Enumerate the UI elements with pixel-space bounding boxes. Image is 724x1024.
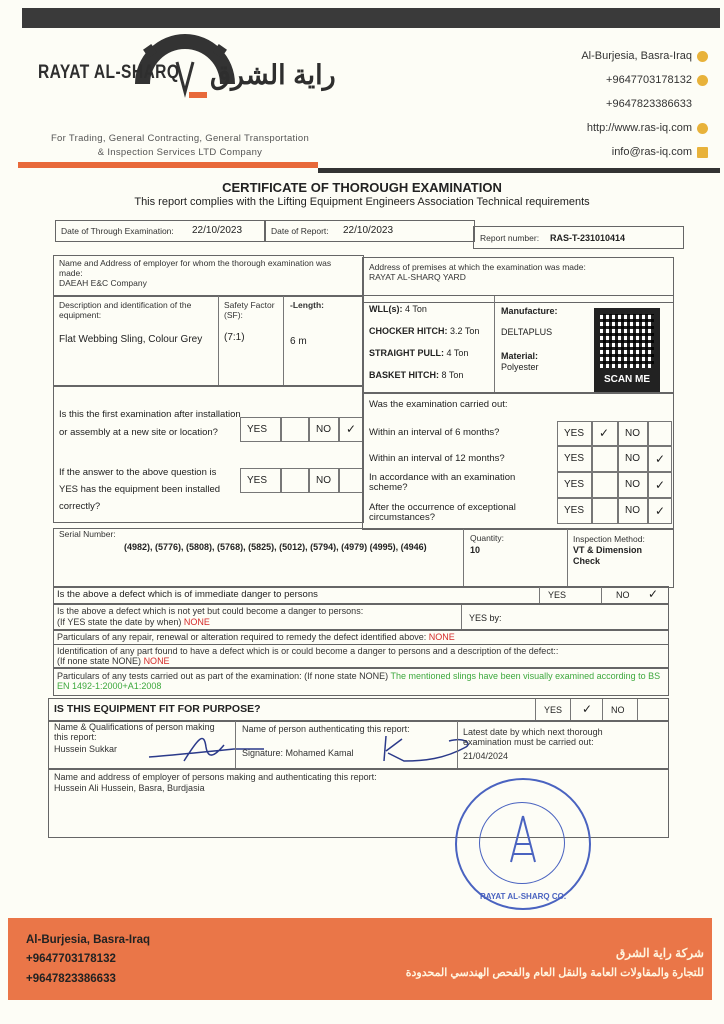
wll-value: 4 Ton <box>405 304 427 314</box>
method-label: Inspection Method: <box>573 534 645 544</box>
signature-kamal <box>374 731 474 769</box>
basket-label: BASKET HITCH: <box>369 370 439 380</box>
exam-date-box <box>55 220 266 242</box>
scheme-no-tick[interactable]: ✓ <box>648 472 672 498</box>
contact-phone1 <box>606 74 708 86</box>
interval-6-no-box[interactable] <box>648 421 672 446</box>
serial-cell <box>53 528 674 588</box>
report-date-label: Date of Report: <box>271 226 329 236</box>
sf-value: (7:1) <box>224 332 245 343</box>
interval-12-no[interactable]: NO <box>618 446 648 472</box>
future-danger-text: Is the above a defect which is not yet but could become a danger to persons: <box>57 606 364 616</box>
divider <box>494 296 495 393</box>
first-exam-cell <box>53 385 364 523</box>
installed-no-box[interactable] <box>339 468 363 493</box>
identification-none: NONE <box>143 656 170 666</box>
length-value: 6 m <box>290 336 307 347</box>
divider <box>235 721 236 769</box>
divider <box>602 699 603 721</box>
interval-6-yes-tick[interactable]: ✓ <box>592 421 618 446</box>
report-date-box <box>264 220 475 242</box>
qr-pattern <box>600 314 654 368</box>
manufacture-label: Manufacture: <box>501 306 558 316</box>
footer-phone1: +9647703178132 <box>26 953 116 965</box>
employer-persons-value: Hussein Ali Hussein, Basra, Burdjasia <box>54 783 205 793</box>
divider <box>567 529 568 587</box>
wll-label: WLL(s): <box>369 304 403 314</box>
repair-text: Particulars of any repair, renewal or alteration required to remedy the defect identified above: <box>57 632 427 642</box>
company-stamp <box>455 778 591 910</box>
exceptional-yes[interactable]: YES <box>557 498 592 524</box>
immediate-danger-text: Is the above a defect which is of immediate danger to persons <box>57 589 318 600</box>
employer-cell <box>53 255 364 297</box>
material-label: Material: <box>501 351 539 361</box>
divider <box>601 587 602 603</box>
tagline-line1: For Trading, General Contracting, General Transportation <box>50 133 310 144</box>
identification-text: Identification of any part found to have a defect which is or could become a danger to persons and a description of the defect:: <box>57 646 559 656</box>
manufacture-value: DELTAPLUS <box>501 327 553 337</box>
installed-yes-box[interactable] <box>281 468 309 493</box>
mail-icon <box>697 147 708 158</box>
interval-6-yes[interactable]: YES <box>557 421 592 446</box>
auth-label: Name of person authenticating this report: <box>242 724 410 734</box>
company-name-en: RAYAT AL-SHARQ <box>38 62 180 83</box>
phone2-text: +9647823386633 <box>606 98 692 110</box>
first-exam-question: Is this the first examination after installation or assembly at a new site or location? <box>59 409 241 438</box>
serial-value: (4982), (5776), (5808), (5768), (5825), (5012), (5794), (4979) (4995), (4946) <box>124 542 427 552</box>
installed-no[interactable]: NO <box>309 468 339 493</box>
employer-value: DAEAH E&C Company <box>59 278 147 288</box>
phone1-text: +9647703178132 <box>606 74 692 86</box>
future-danger-note: (If YES state the date by when) <box>57 617 182 627</box>
scheme-yes[interactable]: YES <box>557 472 592 498</box>
immediate-danger-row <box>53 586 669 604</box>
fit-yes[interactable]: YES <box>544 705 563 715</box>
footer-company-ar: شركة راية الشرق <box>615 946 704 960</box>
fit-yes-tick[interactable]: ✓ <box>582 702 593 716</box>
identification-row <box>53 644 669 668</box>
divider <box>218 296 219 386</box>
installed-yes[interactable]: YES <box>240 468 281 493</box>
divider <box>461 605 462 629</box>
phone-icon <box>697 75 708 86</box>
contact-phone2 <box>606 98 692 110</box>
straight-value: 4 Ton <box>446 348 469 358</box>
tests-row <box>53 668 669 696</box>
stamp-derrick-icon <box>503 814 543 864</box>
premises-label: Address of premises at which the examination was made: <box>369 262 586 272</box>
interval-6-text: Within an interval of 6 months? <box>369 427 500 438</box>
sf-label: Safety Factor (SF): <box>224 300 275 320</box>
fit-no[interactable]: NO <box>611 705 625 715</box>
divider <box>535 699 536 721</box>
next-exam-label: Latest date by which next thorough examination must be carried out: <box>463 727 603 747</box>
signoff-row <box>48 720 669 770</box>
qr-scan-label: SCAN ME <box>603 374 651 385</box>
scheme-text: In accordance with an examination scheme? <box>369 472 516 493</box>
tests-value: The mentioned slings have been visually examined according to BS EN 1492-1:2000+A1:2008 <box>57 671 661 691</box>
immediate-no-tick[interactable]: ✓ <box>648 587 659 601</box>
quantity-value: 10 <box>470 545 481 555</box>
carried-out-cell <box>362 392 674 530</box>
person-value: Hussein Sukkar <box>54 744 118 754</box>
website-link[interactable]: http://www.ras-iq.com <box>586 122 692 134</box>
exam-date-value: 22/10/2023 <box>192 225 243 236</box>
method-value: VT & Dimension Check <box>573 545 643 566</box>
email-link[interactable]: info@ras-iq.com <box>611 146 692 158</box>
repair-none: NONE <box>428 632 455 642</box>
interval-12-yes-box[interactable] <box>592 446 618 472</box>
premises-value: RAYAT AL-SHARQ YARD <box>369 272 466 282</box>
future-danger-none: NONE <box>183 617 210 627</box>
divider <box>463 529 464 587</box>
footer-desc-ar: للتجارة والمقاولات العامة والنقل العام والفحص الهندسي المحدودة <box>405 967 704 979</box>
tests-text: Particulars of any tests carried out as part of the examination: (If none state NONE) <box>57 671 389 681</box>
globe-icon <box>697 123 708 134</box>
page-subtitle: This report complies with the Lifting Equipment Engineers Association Technical requirements <box>134 196 590 208</box>
employer-label: Name and Address of employer for whom the thorough examination was made: <box>59 258 332 278</box>
interval-12-text: Within an interval of 12 months? <box>369 453 505 464</box>
choker-value: 3.2 Ton <box>450 326 480 336</box>
scheme-yes-box[interactable] <box>592 472 618 498</box>
choker-label: CHOCKER HITCH: <box>369 326 448 336</box>
orange-divider <box>18 162 318 168</box>
straight-label: STRAIGHT PULL: <box>369 348 444 358</box>
page-title: CERTIFICATE OF THOROUGH EXAMINATION <box>222 180 502 195</box>
divider <box>283 296 284 386</box>
exceptional-no-tick[interactable]: ✓ <box>648 498 672 524</box>
basket-value: 8 Ton <box>441 370 464 380</box>
carried-out-label: Was the examination carried out: <box>369 399 508 410</box>
equipment-cell <box>53 295 364 387</box>
identification-note: (If none state NONE) <box>57 656 142 666</box>
first-exam-no[interactable]: NO <box>309 417 339 442</box>
divider <box>457 721 458 769</box>
report-number-value: RAS-T-231010414 <box>550 233 626 243</box>
report-number-box <box>473 226 684 249</box>
location-icon <box>697 51 708 62</box>
immediate-no[interactable]: NO <box>616 590 630 600</box>
exceptional-text: After the occurrence of exceptional circumstances? <box>369 502 516 523</box>
report-date-value: 22/10/2023 <box>343 225 394 236</box>
first-exam-followup: If the answer to the above question is YES has the equipment been installed correctly? <box>59 467 221 512</box>
future-danger-row <box>53 604 669 630</box>
quantity-label: Quantity: <box>470 533 505 543</box>
interval-6-no[interactable]: NO <box>618 421 648 446</box>
person-label: Name & Qualifications of person making this report: <box>54 722 215 742</box>
employer-persons-label: Name and address of employer of persons making and authenticating this report: <box>54 772 377 782</box>
contact-website <box>587 122 708 134</box>
first-exam-yes[interactable]: YES <box>240 417 281 442</box>
stamp-text: RAYAT AL-SHARQ CO. <box>479 892 567 901</box>
length-label: -Length: <box>290 300 324 310</box>
desc-value: Flat Webbing Sling, Colour Grey <box>59 334 203 345</box>
exceptional-yes-box[interactable] <box>592 498 618 524</box>
scheme-no[interactable]: NO <box>618 472 648 498</box>
desc-label: Description and identification of the equipment: <box>59 300 192 320</box>
footer-phone2: +9647823386633 <box>26 973 116 985</box>
yes-by-label: YES by: <box>469 613 502 623</box>
divider <box>539 587 540 603</box>
report-number-label: Report number: <box>480 233 540 243</box>
footer-location: Al-Burjesia, Basra-Iraq <box>26 934 150 946</box>
auth-value: Signature: Mohamed Kamal <box>242 748 354 758</box>
fit-question: IS THIS EQUIPMENT FIT FOR PURPOSE? <box>54 703 261 715</box>
serial-label: Serial Number: <box>59 529 116 539</box>
next-exam-value: 21/04/2024 <box>463 751 509 761</box>
divider <box>570 699 571 721</box>
location-text: Al-Burjesia, Basra-Iraq <box>581 50 692 62</box>
material-value: Polyester <box>501 362 539 372</box>
exceptional-no[interactable]: NO <box>618 498 648 524</box>
contact-location <box>581 50 708 62</box>
interval-12-no-tick[interactable]: ✓ <box>648 446 672 472</box>
qr-code[interactable] <box>594 308 660 392</box>
tagline-line2: & Inspection Services LTD Company <box>97 147 263 158</box>
repair-row <box>53 630 669 645</box>
tagline <box>20 132 340 160</box>
fit-row <box>48 698 669 722</box>
dark-divider <box>318 168 720 173</box>
contact-email <box>612 146 708 158</box>
divider <box>637 699 638 721</box>
immediate-yes[interactable]: YES <box>548 590 567 600</box>
top-bar <box>22 8 720 28</box>
company-name-ar: راية الشرق <box>210 60 336 90</box>
interval-12-yes[interactable]: YES <box>557 446 592 472</box>
exam-date-label: Date of Through Examination: <box>61 226 174 236</box>
first-exam-no-tick[interactable]: ✓ <box>339 417 363 442</box>
first-exam-yes-box[interactable] <box>281 417 309 442</box>
